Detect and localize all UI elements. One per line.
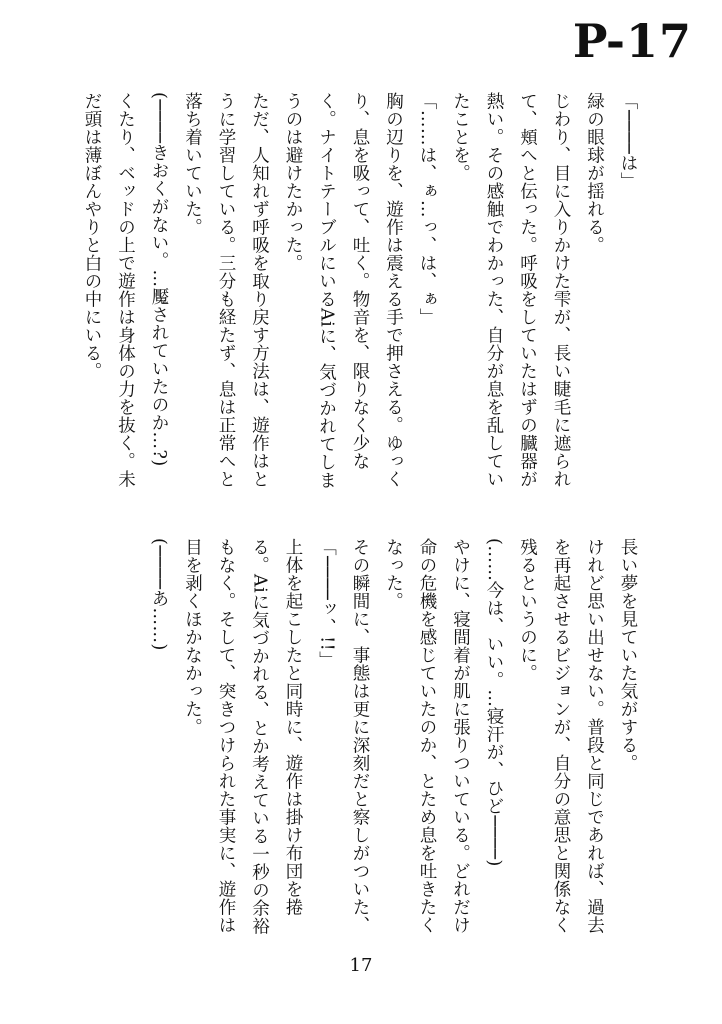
page-number: 17 — [349, 955, 373, 976]
page-title: P-17 — [572, 14, 692, 68]
paragraph: 胸の辺りを、遊作は震える手で押さえる。ゆっくり、息を吸って、吐く。物音を、限りなく少なく。ナイトテーブルにいるAiに、気づかれてしまうのは避けたかった。 — [283, 92, 404, 490]
paragraph: じわり、目に入りかけた雫が、長い睫毛に遮られて、頬へと伝った。呼吸をしていたはずの臓器が熱い。その感触でわかった、自分が息を乱していたことを。 — [450, 92, 571, 488]
upper-text-block — [82, 92, 644, 502]
paragraph: やけに、寝間着が肌に張りついている。どれだけ命の危機を感じていたのか、とため息を吐きたくなった。 — [383, 538, 471, 934]
paragraph: 「────ッ、!!」 — [316, 538, 337, 670]
paragraph: その瞬間に、事態は更に深刻だと察しがついた、 — [350, 538, 370, 934]
paragraph: けれど思い出せない。普段と同じであれば、過去を再起させるビジョンが、自分の意思と関係なく残るというのに。 — [517, 538, 605, 934]
paragraph: 緑の眼球が揺れる。 — [584, 92, 605, 254]
paragraph: 「────は」 — [618, 92, 638, 191]
paragraph: 「……は、ぁ…っ、は、ぁ」 — [417, 92, 437, 326]
paragraph: ただ、人知れず呼吸を取り戻す方法は、遊作はとうに学習している。三分も経たず、息は正常へと落ち着いていた。 — [182, 92, 270, 488]
paragraph: くたり、ベッドの上で遊作は身体の力を抜く。未だ頭は薄ぼんやりと白の中にいる。 — [82, 92, 136, 488]
paragraph: 上体を起こしたと同時に、遊作は掛け布団を捲る。Aiに気づかれる、とか考えている一秒の余裕もなく。そして、突きつけられた事実に、遊作は目を剥くほかなかった。 — [182, 538, 303, 936]
paragraph: (────あ……) — [149, 538, 169, 651]
lower-text-block — [104, 538, 644, 938]
paragraph: (────きおくがない。…魘されていたのか…?) — [149, 92, 169, 467]
paragraph: 長い夢を見ていた気がする。 — [618, 538, 638, 772]
paragraph: (……今は、いい。…寝汗が、ひど────) — [484, 538, 504, 867]
